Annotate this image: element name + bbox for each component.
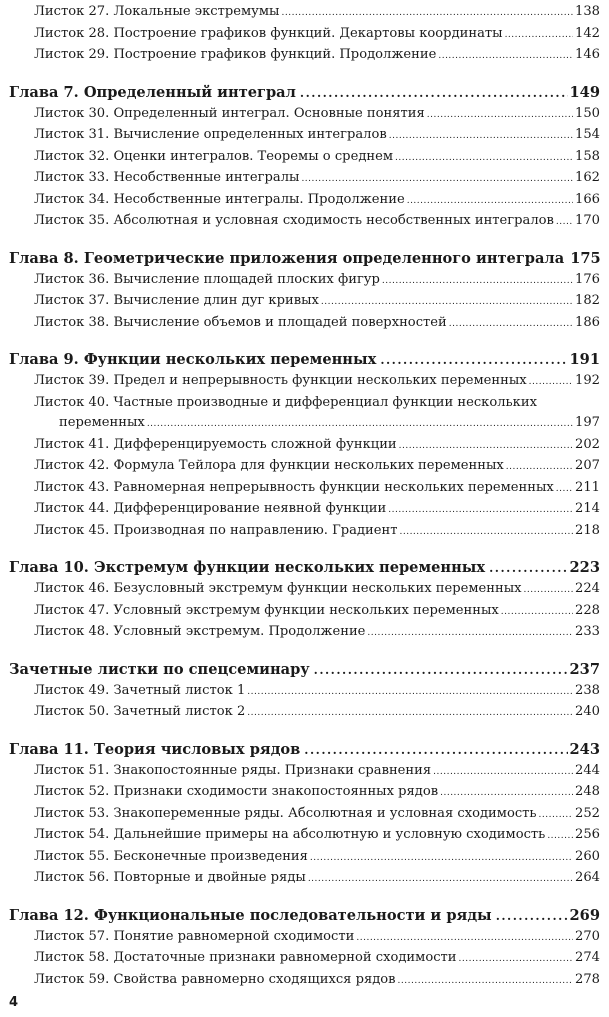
table-of-contents xyxy=(9,2,600,991)
toc-listok-entry[interactable] xyxy=(9,948,600,970)
dot-leader xyxy=(539,805,573,826)
toc-entry-page: 154 xyxy=(575,127,600,142)
toc-entry-title: Листок 58. Достаточные признаки равномерной сходимости xyxy=(34,950,457,965)
toc-entry-page: 197 xyxy=(575,415,600,430)
toc-entry-title: Листок 49. Зачетный листок 1 xyxy=(34,682,246,698)
toc-entry-title: Листок 32. Оценки интегралов. Теоремы о среднем xyxy=(34,148,394,164)
toc-entry-page: 269 xyxy=(569,906,600,924)
dot-leader xyxy=(147,414,573,435)
toc-chapter-entry[interactable] xyxy=(9,82,600,104)
toc-listok-entry[interactable] xyxy=(9,622,600,644)
toc-listok-entry[interactable] xyxy=(9,782,600,804)
dot-leader xyxy=(399,436,573,457)
dot-leader xyxy=(321,292,573,313)
toc-chapter-entry[interactable] xyxy=(9,557,600,579)
dot-leader xyxy=(367,623,573,644)
dot-leader xyxy=(449,314,573,335)
toc-listok-entry[interactable] xyxy=(9,521,600,543)
dot-leader xyxy=(301,169,573,190)
toc-entry-title: Листок 41. Дифференцируемость сложной функции xyxy=(34,436,397,452)
toc-listok-entry[interactable] xyxy=(9,970,600,992)
toc-chapter-entry[interactable] xyxy=(9,248,600,270)
toc-entry-title: Листок 39. Предел и непрерывность функции нескольких переменных xyxy=(34,373,527,388)
dot-leader xyxy=(388,500,573,521)
dot-leader xyxy=(459,949,573,970)
dot-leader xyxy=(380,349,567,371)
toc-entry-page: 211 xyxy=(575,479,600,495)
toc-entry-page: 182 xyxy=(575,293,600,308)
dot-leader xyxy=(356,928,573,949)
toc-entry-page: 192 xyxy=(575,373,600,388)
toc-entry-page: 256 xyxy=(575,827,600,842)
toc-entry-page: 142 xyxy=(575,25,600,41)
dot-leader xyxy=(433,762,573,783)
toc-entry-title: Листок 33. Несобственные интегралы xyxy=(34,170,300,185)
toc-entry-title: Листок 52. Признаки сходимости знакопостоянных рядов xyxy=(34,784,439,799)
toc-entry-title: Листок 34. Несобственные интегралы. Продолжение xyxy=(34,191,405,207)
toc-chapter-entry[interactable] xyxy=(9,349,600,371)
toc-entry-page: 214 xyxy=(575,501,600,516)
toc-entry-page: 158 xyxy=(575,148,600,164)
toc-entry-page: 166 xyxy=(575,191,600,207)
toc-listok-entry[interactable] xyxy=(9,24,600,46)
toc-listok-entry[interactable] xyxy=(9,147,600,169)
toc-entry-page: 270 xyxy=(575,928,600,944)
toc-entry-title: Листок 27. Локальные экстремумы xyxy=(34,4,280,19)
toc-entry-page: 260 xyxy=(575,848,600,864)
toc-listok-entry[interactable] xyxy=(9,868,600,890)
toc-listok-entry[interactable] xyxy=(9,825,600,847)
toc-entry-page: 191 xyxy=(569,351,600,368)
toc-listok-entry[interactable] xyxy=(9,104,600,126)
toc-entry-page: 150 xyxy=(575,105,600,121)
toc-listok-entry[interactable] xyxy=(9,847,600,869)
page-number: 4 xyxy=(9,995,19,1010)
dot-leader xyxy=(281,3,573,24)
toc-entry-title: Листок 44. Дифференцирование неявной функции xyxy=(34,501,387,516)
toc-entry-title: Листок 48. Условный экстремум. Продолжение xyxy=(34,624,366,639)
toc-listok-entry[interactable] xyxy=(9,168,600,190)
toc-entry-title: Глава 9. Функции нескольких переменных xyxy=(9,351,377,368)
dot-leader xyxy=(308,869,573,890)
toc-entry-title: Листок 29. Построение графиков функций. Продолжение xyxy=(34,47,437,62)
dot-leader xyxy=(427,105,573,126)
toc-entry-page: 186 xyxy=(575,314,600,330)
dot-leader xyxy=(496,905,568,927)
toc-entry-title: Глава 10. Экстремум функции нескольких переменных xyxy=(9,559,486,576)
toc-listok-entry[interactable] xyxy=(9,270,600,292)
toc-entry-title: Зачетные листки по спецсеминару xyxy=(9,660,310,678)
dot-leader xyxy=(501,602,573,623)
toc-listok-entry[interactable] xyxy=(9,371,600,393)
toc-listok-entry[interactable] xyxy=(9,313,600,335)
dot-leader xyxy=(547,826,573,847)
toc-entry-page: 228 xyxy=(575,602,600,618)
toc-entry-title: Листок 59. Свойства равномерно сходящихся рядов xyxy=(34,971,396,987)
dot-leader xyxy=(505,25,573,46)
dot-leader xyxy=(247,703,573,724)
toc-entry-page: 223 xyxy=(569,559,600,576)
toc-entry-page: 274 xyxy=(575,950,600,965)
toc-entry-page: 243 xyxy=(569,740,600,758)
toc-entry-page: 233 xyxy=(575,624,600,639)
dot-leader xyxy=(399,522,573,543)
toc-entry-page: 146 xyxy=(575,47,600,62)
toc-listok-entry[interactable] xyxy=(9,702,600,724)
dot-leader xyxy=(304,739,567,761)
toc-entry-title: Листок 53. Знакопеременные ряды. Абсолютная и условная сходимость xyxy=(34,805,537,821)
toc-listok-entry[interactable] xyxy=(9,2,600,24)
toc-entry-page: 170 xyxy=(575,213,600,228)
toc-entry-page: 224 xyxy=(575,581,600,596)
toc-listok-entry[interactable] xyxy=(9,927,600,949)
dot-leader xyxy=(438,46,573,67)
toc-entry-title: Листок 54. Дальнейшие примеры на абсолютную и условную сходимость xyxy=(34,827,546,842)
toc-listok-entry[interactable] xyxy=(9,190,600,212)
toc-chapter-entry[interactable] xyxy=(9,739,600,761)
toc-entry-title: Листок 43. Равномерная непрерывность функции нескольких переменных xyxy=(34,479,554,495)
toc-entry-title: Листок 31. Вычисление определенных интегралов xyxy=(34,127,387,142)
toc-entry-page: 237 xyxy=(569,660,600,678)
dot-leader xyxy=(382,271,573,292)
toc-listok-entry[interactable] xyxy=(9,478,600,500)
toc-entry-page: 175 xyxy=(570,249,601,267)
toc-entry-page: 162 xyxy=(575,170,600,185)
toc-entry-title: Листок 57. Понятие равномерной сходимости xyxy=(34,928,355,944)
toc-entry-title: Листок 37. Вычисление длин дуг кривых xyxy=(34,293,319,308)
toc-entry-page: 252 xyxy=(575,805,600,821)
dot-leader xyxy=(407,191,573,212)
dot-leader xyxy=(314,659,568,681)
toc-entry-title: Глава 11. Теория числовых рядов xyxy=(9,740,301,758)
toc-entry-page: 264 xyxy=(575,870,600,885)
toc-entry-title: Листок 42. Формула Тейлора для функции нескольких переменных xyxy=(34,458,504,473)
dot-leader xyxy=(556,212,573,233)
toc-chapter-entry[interactable] xyxy=(9,905,600,927)
dot-leader xyxy=(398,971,573,992)
toc-listok-entry[interactable] xyxy=(9,435,600,457)
toc-entry-page: 218 xyxy=(575,522,600,538)
toc-listok-entry[interactable] xyxy=(9,804,600,826)
toc-listok-entry[interactable] xyxy=(9,761,600,783)
toc-entry-title: Листок 28. Построение графиков функций. Декартовы координаты xyxy=(34,25,503,41)
toc-listok-entry[interactable] xyxy=(9,125,600,147)
dot-leader xyxy=(310,848,573,869)
dot-leader xyxy=(395,148,573,169)
toc-listok-entry[interactable] xyxy=(9,601,600,623)
toc-entry-title: Листок 45. Производная по направлению. Градиент xyxy=(34,522,398,538)
toc-listok-entry[interactable] xyxy=(9,45,600,67)
toc-entry-title: Глава 8. Геометрические приложения определенного интеграла xyxy=(9,249,565,267)
toc-entry-page: 176 xyxy=(575,271,600,287)
toc-listok-entry[interactable] xyxy=(9,681,600,703)
toc-entry-page: 202 xyxy=(575,436,600,452)
toc-entry-title: Глава 12. Функциональные последовательности и ряды xyxy=(9,906,492,924)
toc-entry-title: Листок 51. Знакопостоянные ряды. Признаки сравнения xyxy=(34,762,432,778)
dot-leader xyxy=(389,126,573,147)
toc-entry-title-continued: переменных xyxy=(59,415,145,430)
toc-entry-title: Листок 55. Бесконечные произведения xyxy=(34,848,308,864)
toc-listok-entry[interactable] xyxy=(9,291,600,313)
toc-entry-title: Листок 46. Безусловный экстремум функции нескольких переменных xyxy=(34,581,522,596)
toc-listok-entry[interactable] xyxy=(9,211,600,233)
toc-entry-page: 240 xyxy=(575,704,600,719)
toc-entry-title: Листок 50. Зачетный листок 2 xyxy=(34,704,246,719)
dot-leader xyxy=(506,457,573,478)
dot-leader xyxy=(440,783,573,804)
dot-leader xyxy=(489,557,567,579)
dot-leader xyxy=(556,479,573,500)
toc-entry-page: 207 xyxy=(575,458,600,473)
dot-leader xyxy=(524,580,573,601)
toc-entry-title: Листок 35. Абсолютная и условная сходимость несобственных интегралов xyxy=(34,213,554,228)
dot-leader xyxy=(300,82,568,104)
toc-listok-entry[interactable] xyxy=(9,393,600,435)
dot-leader xyxy=(247,682,573,703)
toc-entry-title: Листок 30. Определенный интеграл. Основные понятия xyxy=(34,105,425,121)
toc-entry-title: Листок 38. Вычисление объемов и площадей поверхностей xyxy=(34,314,447,330)
dot-leader xyxy=(529,372,573,393)
toc-listok-entry[interactable] xyxy=(9,456,600,478)
toc-entry-page: 138 xyxy=(575,4,600,19)
toc-entry-title: Листок 40. Частные производные и дифференциал функции нескольких xyxy=(34,394,537,410)
toc-entry-title: Листок 56. Повторные и двойные ряды xyxy=(34,870,306,885)
toc-entry-page: 238 xyxy=(575,682,600,698)
toc-entry-page: 149 xyxy=(569,83,600,101)
toc-chapter-entry[interactable] xyxy=(9,659,600,681)
toc-entry-title: Глава 7. Определенный интеграл xyxy=(9,83,296,101)
toc-entry-page: 248 xyxy=(575,784,600,799)
toc-entry-title: Листок 47. Условный экстремум функции нескольких переменных xyxy=(34,602,499,618)
toc-entry-page: 278 xyxy=(575,971,600,987)
toc-listok-entry[interactable] xyxy=(9,579,600,601)
toc-listok-entry[interactable] xyxy=(9,499,600,521)
toc-entry-title: Листок 36. Вычисление площадей плоских фигур xyxy=(34,271,380,287)
toc-entry-page: 244 xyxy=(575,762,600,778)
